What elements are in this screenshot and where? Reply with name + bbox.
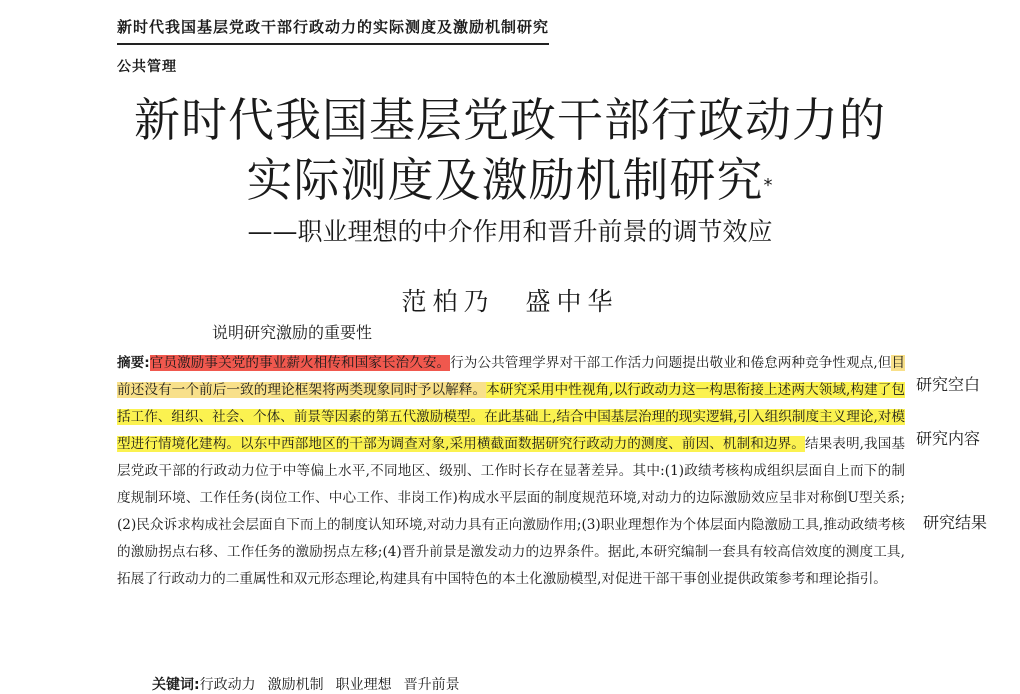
abstract-highlight-orange: 目前还没有一个前后一致的理论框架将两类现象同时予以解释。 <box>117 355 905 398</box>
keyword-item: 职业理想 <box>335 677 392 693</box>
keyword-item: 行政动力 <box>199 677 256 693</box>
title-line-1: 新时代我国基层党政干部行政动力的 <box>134 93 886 147</box>
note-label: 说明研究激励的重要性 <box>212 323 373 342</box>
annotation-research-content: 研究内容 <box>916 429 981 448</box>
subtitle: ——职业理想的中介作用和晋升前景的调节效应 <box>247 217 773 246</box>
abstract-text-2: 结果表明,我国基层党政干部的行政动力位于中等偏上水平,不同地区、级别、工作时长存在显著差异。其中:(1)政绩考核构成组织层面自上而下的制度规制环境、工作任务(岗位工作、中心工作、非岗工作)构成水平层面的制度规范环境,对动力的边际激励效应呈非对称倒U型关系;(2)民众诉求构成社会层面自下而上的制度认知环境,对动力具有正向激励作用;(3)职业理想作为个体层面内隐激励工具,推动政绩考核的激励拐点右移、工作任务的激励拐点左移;(4)晋升前景是激发动力的边界条件。据此,本研究编制一套具有较高信效度的测度工具,拓展了行政动力的二重属性和双元形态理论,构建具有中国特色的本土化激励模型,对促进干部干事创业提供政策参考和理论指引。 <box>117 436 905 587</box>
abstract-text-1: 行为公共管理学界对干部工作活力问题提出敬业和倦怠两种竞争性观点,但 <box>450 355 892 371</box>
annotation-research-results: 研究结果 <box>923 513 988 532</box>
keyword-item: 激励机制 <box>267 677 324 693</box>
title-line-2-text: 实际测度及激励机制研究 <box>246 153 764 207</box>
abstract <box>117 350 905 593</box>
abstract-label: 摘要: <box>117 355 150 371</box>
abstract-highlight-yellow: 本研究采用中性视角,以行政动力这一构思衔接上述两大领域,构建了包括工作、组织、社会、个体、前景等因素的第五代激励模型。在此基础上,结合中国基层治理的现实逻辑,引入组织制度主义理论,对模型进行情境化建构。以东中西部地区的干部为调查对象,采用横截面数据研究行政动力的测度、前因、机制和边界。 <box>117 382 906 452</box>
annotation-research-gap: 研究空白 <box>916 375 981 394</box>
keyword-item: 晋升前景 <box>403 677 460 693</box>
keywords-label: 关键词: <box>152 677 200 693</box>
title-line-2 <box>0 150 1020 210</box>
abstract-highlight-red: 官员激励事关党的事业薪火相传和国家长治久安。 <box>149 355 451 371</box>
authors: 范柏乃 盛中华 <box>401 287 619 316</box>
section-tag: 公共管理 <box>117 59 177 75</box>
keywords <box>152 674 472 694</box>
running-head: 新时代我国基层党政干部行政动力的实际测度及激励机制研究 <box>117 16 549 45</box>
title-footnote-mark: * <box>763 175 774 196</box>
